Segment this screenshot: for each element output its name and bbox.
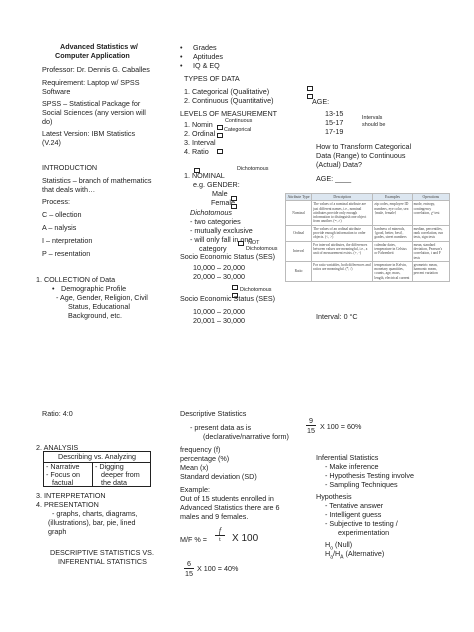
age-label: AGE:	[312, 97, 330, 106]
alt-mid: /H	[332, 549, 341, 558]
interval-example: Interval: 0 °C	[316, 312, 358, 321]
level-ratio: 4. Ratio	[184, 147, 209, 156]
table-cell: geometric mean, harmonic mean, percent variation	[412, 261, 449, 281]
ses-heading: Socio Economic Status (SES)	[180, 294, 276, 303]
checkbox-icon	[217, 133, 223, 138]
example-label: Example:	[180, 485, 210, 494]
type-categorical: 1. Categorical (Qualitative)	[184, 87, 270, 96]
ratio-text: Ratio: 4:0	[42, 409, 73, 418]
section-collection-heading: 1. COLLECTION of Data	[36, 275, 116, 284]
age-blank: AGE: ____	[316, 174, 352, 183]
null-sub: o	[330, 545, 333, 552]
bullet-icon: •	[180, 43, 183, 52]
gender-male: Male	[212, 189, 228, 198]
table-cell: Interval	[286, 241, 312, 261]
frequency-text: frequency (f)	[180, 445, 221, 454]
example-line2: Advanced Statistics there are 6	[180, 503, 280, 512]
dichotomous-point: category	[199, 244, 227, 253]
hypothesis-heading: Hypothesis	[316, 492, 352, 501]
result-fraction	[184, 559, 194, 578]
hypothesis-point: - Intelligent guess	[325, 510, 382, 519]
table-row	[286, 241, 450, 261]
dichotomous-heading: Dichotomous	[190, 208, 232, 217]
process-analysis: A – nalysis	[42, 223, 77, 232]
requirement-line2: Software	[42, 87, 71, 96]
annotation-intervals: Intervals	[362, 115, 383, 121]
example-line3: males and 9 females.	[180, 512, 249, 521]
gender-female: Female	[211, 198, 235, 207]
table-row	[286, 225, 450, 241]
doc-title-line1: Advanced Statistics w/	[60, 42, 138, 51]
table-cell: hardness of minerals, {good, better, best}, grades, street numbers	[373, 225, 412, 241]
presentation-detail-line1: - graphs, charts, diagrams,	[52, 509, 138, 518]
professor-text: Professor: Dr. Dennis G. Caballes	[42, 65, 150, 74]
age-range: 17-19	[325, 127, 344, 136]
demographic-detail-line3: Background, etc.	[68, 311, 122, 320]
result-fraction	[306, 416, 316, 435]
ses-heading: Socio Economic Status (SES)	[180, 252, 276, 261]
checkbox-icon	[231, 196, 237, 201]
table-cell: calendar dates, temperature in Celsius or Fahrenheit	[373, 241, 412, 261]
bullet-icon: •	[180, 61, 183, 70]
analyzing-item: - Digging	[95, 462, 124, 471]
describing-vs-analyzing-table	[43, 451, 151, 487]
comparison-header: Describing vs. Analyzing	[44, 452, 150, 463]
ses-range: 20,001 – 30,000	[193, 316, 245, 325]
inferential-point: - Make inference	[325, 462, 379, 471]
descriptive-point-line2: (declarative/narrative form)	[203, 432, 289, 441]
annotation-not: NOT	[248, 240, 260, 246]
annotation-should-be: should be	[362, 122, 386, 128]
fraction-numerator: 6	[187, 559, 191, 568]
table-cell: mode, entropy, contingency correlation, χ² test	[412, 201, 449, 225]
process-collection: C – ollection	[42, 210, 82, 219]
alternative-hypothesis	[325, 549, 384, 562]
process-presentation: P – resentation	[42, 249, 91, 258]
table-cell: median, percentiles, rank correlation, run tests, sign tests	[412, 225, 449, 241]
table-header-cell: Operations	[412, 194, 449, 201]
describing-item: factual	[52, 478, 74, 487]
age-range: 15-17	[325, 118, 344, 127]
doc-title-line2: Computer Application	[55, 51, 130, 60]
demographic-profile-item: Demographic Profile	[61, 284, 127, 293]
table-cell: temperature in Kelvin, monetary quantities, counts, age, mass, length, electrical current	[373, 261, 412, 281]
table-row	[286, 201, 450, 225]
table-cell: Ratio	[286, 261, 312, 281]
times-100: X 100	[232, 533, 259, 544]
checkbox-icon	[232, 285, 238, 290]
section-analysis-heading: 2. ANALYSIS	[36, 443, 79, 452]
latest-version-line1: Latest Version: IBM Statistics	[42, 129, 136, 138]
table-cell: mean, standard deviation, Pearson's correlation, t and F tests	[412, 241, 449, 261]
hypothesis-point: - Tentative answer	[325, 501, 384, 510]
null-h: H	[325, 540, 331, 549]
nominal-heading: 1. NOMINAL	[184, 171, 225, 180]
mf-formula-label: M/F % =	[180, 535, 207, 544]
process-interpretation: I – nterpretation	[42, 236, 93, 245]
fraction-denominator: 15	[307, 426, 315, 435]
level-nominal: 1. Nomin	[184, 120, 213, 129]
hypothesis-point: experimentation	[338, 528, 390, 537]
inferential-point: - Hypothesis Testing involve	[325, 471, 414, 480]
table-cell: For interval attributes, the differences between values are meaningful, i.e., a unit of measurement exists. (+, -)	[312, 241, 373, 261]
fraction-numerator: 9	[309, 416, 313, 425]
percentage-text: percentage (%)	[180, 454, 230, 463]
bullet-icon: •	[180, 52, 183, 61]
presentation-detail-line2: (illustrations), bar, pie, lined	[48, 518, 136, 527]
dichotomous-point: - will only fall in one	[190, 235, 253, 244]
describing-column	[46, 463, 80, 487]
mean-text: Mean (x)	[180, 463, 209, 472]
gender-example: e.g. GENDER:	[193, 180, 240, 189]
attribute-types-table	[285, 193, 450, 282]
hypothesis-point: - Subjective to testing /	[325, 519, 398, 528]
section-interpretation-heading: 3. INTERPRETATION	[36, 491, 106, 500]
inferential-point: - Sampling Techniques	[325, 480, 398, 489]
descriptive-point-line1: - present data as is	[190, 423, 252, 432]
levels-heading: LEVELS OF MEASUREMENT	[180, 109, 278, 118]
statistics-def-line2: that deals with…	[42, 185, 96, 194]
table-header-cell: Examples	[373, 194, 412, 201]
spss-line2: Social Sciences (any version will	[42, 108, 146, 117]
alt-sub: a	[330, 554, 333, 561]
spss-line3: do)	[42, 117, 53, 126]
section-presentation-heading: 4. PRESENTATION	[36, 500, 99, 509]
ses-range: 20,000 – 30,000	[193, 272, 245, 281]
desc-vs-inf-heading-line2: INFERENTIAL STATISTICS	[58, 557, 147, 566]
types-of-data-heading: TYPES OF DATA	[184, 74, 240, 83]
result-40-percent: X 100 = 40%	[197, 564, 239, 573]
statistics-def-line1: Statistics – branch of mathematics	[42, 176, 152, 185]
alt-h: H	[325, 549, 331, 558]
checkbox-icon	[307, 86, 313, 91]
annotation-dichotomous: Dichotomous	[240, 287, 272, 293]
alt-sub: A	[340, 554, 344, 561]
table-cell: Nominal	[286, 201, 312, 225]
checkbox-icon	[238, 241, 244, 246]
aptitudes-item: Aptitudes	[193, 52, 223, 61]
annotation-dichotomous: Dichotomous	[237, 166, 269, 172]
table-cell: Ordinal	[286, 225, 312, 241]
annotation-continuous: Continuous	[225, 118, 253, 124]
process-label: Process:	[42, 197, 70, 206]
latest-version-line2: (V.24)	[42, 138, 61, 147]
dichotomous-point: - mutually exclusive	[190, 226, 253, 235]
table-cell: The values of a nominal attribute are just different names, i.e., nominal attributes provide only enough information to distinguish one object from another. (=, ≠)	[312, 201, 373, 225]
demographic-detail-line1: - Age, Gender, Religion, Civil	[56, 293, 148, 302]
alt-rest: (Alternative)	[343, 549, 385, 558]
table-header-row	[286, 194, 450, 201]
how-to-line1: How to Transform Categorical	[316, 142, 412, 151]
checkbox-icon	[217, 125, 223, 130]
iq-eq-item: IQ & EQ	[193, 61, 220, 70]
spss-line1: SPSS – Statistical Package for	[42, 99, 141, 108]
demographic-detail-line2: Status, Educational	[68, 302, 130, 311]
annotation-categorical: Categorical	[224, 127, 252, 133]
dichotomous-point: - two categories	[190, 217, 241, 226]
describing-item: - Narrative	[46, 462, 80, 471]
analyzing-column	[95, 463, 140, 487]
introduction-heading: INTRODUCTION	[42, 163, 98, 172]
table-cell: For ratio variables, both differences and ratios are meaningful. (*, /)	[312, 261, 373, 281]
level-ordinal: 2. Ordinal	[184, 129, 216, 138]
table-header-cell: Description	[312, 194, 373, 201]
grades-item: Grades	[193, 43, 217, 52]
type-continuous: 2. Continuous (Quantitative)	[184, 96, 274, 105]
annotation-dichotomous: Dichotomous	[246, 246, 278, 252]
analyzing-item: the data	[101, 478, 127, 487]
comparison-divider	[92, 462, 93, 486]
null-rest: (Null)	[332, 540, 353, 549]
ses-range: 10,000 – 20,000	[193, 307, 245, 316]
ses-range: 10,000 – 20,000	[193, 263, 245, 272]
fraction-numerator: f	[218, 526, 222, 535]
requirement-line1: Requirement: Laptop w/ SPSS	[42, 78, 140, 87]
describing-item: - Focus on	[46, 470, 80, 479]
desc-vs-inf-heading-line1: DESCRIPTIVE STATISTICS VS.	[50, 548, 154, 557]
inferential-heading: Inferential Statistics	[316, 453, 379, 462]
checkbox-icon	[217, 149, 223, 154]
formula-fraction	[215, 526, 225, 545]
table-row	[286, 261, 450, 281]
fraction-denominator: 15	[185, 569, 193, 578]
age-range: 13-15	[325, 109, 344, 118]
level-interval: 3. Interval	[184, 138, 216, 147]
fraction-denominator: t	[215, 535, 225, 545]
how-to-line3: (Actual) Data?	[316, 160, 362, 169]
table-cell: zip codes, employee ID numbers, eye color, sex: {male, female}	[373, 201, 412, 225]
table-header-cell: Attribute Type	[287, 195, 310, 199]
bullet-icon: •	[52, 284, 55, 293]
example-line1: Out of 15 students enrolled in	[180, 494, 274, 503]
presentation-detail-line3: graph	[48, 527, 67, 536]
how-to-line2: Data (Range) to Continuous	[316, 151, 406, 160]
sd-text: Standard deviation (SD)	[180, 472, 257, 481]
analyzing-item: deeper from	[101, 470, 140, 479]
result-60-percent: X 100 = 60%	[320, 422, 362, 431]
descriptive-stats-heading: Descriptive Statistics	[180, 409, 247, 418]
table-cell: The values of an ordinal attribute provide enough information to order objects. (<, >)	[312, 225, 373, 241]
